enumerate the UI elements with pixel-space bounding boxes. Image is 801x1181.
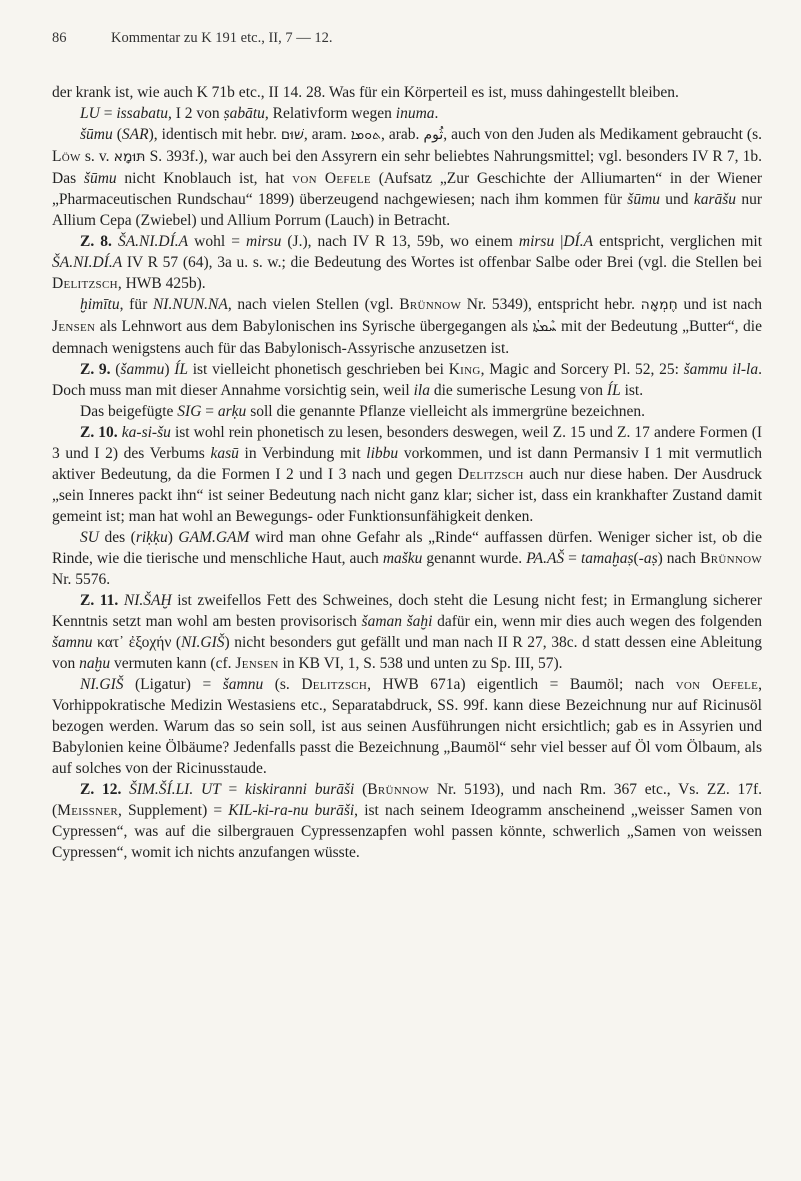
running-header [52, 30, 761, 50]
paragraph-p4: Z. 8. ŠA.NI.DÍ.A wohl = mirsu (J.), nach IV R 13, 59b, wo einem mirsu |DÍ.A entspricht, verglichen mit ŠA.NI.DÍ.A IV R 57 (64), 3a u. s. w.; die Bedeutung des Wortes ist offenbar Salbe oder Brei (vgl. die Stellen bei Delitzsch, HWB 425b). [52, 233, 763, 292]
paragraph-p6: Z. 9. (šammu) ÍL ist vielleicht phonetisch geschrieben bei King, Magic and Sorcery Pl. 52, 25: šammu il-la. Doch muss man mit dieser Annahme vorsichtig sein, weil ila die sumerische Lesung von ÍL ist. [52, 361, 762, 399]
paragraph-p10: Z. 11. NI.ŠAḪ ist zweifellos Fett des Schweines, doch steht die Lesung nicht fest; in Ermanglung sicherer Kenntnis setzt man wohl am besten provisorisch šaman šaḫi dafür ein, wenn mir dies auch wegen des folgenden šamnu κατ᾽ ἐξοχήν (NI.GIŠ) nicht besonders gut gefällt und man nach II R 27, 38c. d statt dessen eine Ableitung von naḫu vermuten kann (cf. Jensen in KB VI, 1, S. 538 und unten zu Sp. III, 57). [52, 592, 763, 672]
paragraph-p8: Z. 10. ka-si-šu ist wohl rein phonetisch zu lesen, besonders deswegen, weil Z. 15 und Z. 17 andere Formen (I 3 und I 2) des Verbums kasū in Verbindung mit libbu vorkommen, und ist dann Permansiv I 1 mit vermutlich aktiver Bedeutung, da die Formen I 2 und I 3 nach und gegen Delitzsch auch nur diese haben. Der Ausdruck „sein Inneres packt ihn“ ist seiner Bedeutung nach nicht ganz klar; sicher ist, dass ein krankhafter Zustand damit gemeint ist; man hat wohl an Bewegungs- oder Funktionsunfähigkeit denken. [52, 424, 763, 525]
paragraph-p11: NI.GIŠ (Ligatur) = šamnu (s. Delitzsch, HWB 671a) eigentlich = Baumöl; nach von Oefele, Vorhippokratische Medizin Westasiens etc., Separatabdruck, SS. 99f. kann diese Bezeichnung nur auf Ricinusöl bezogen werden. Warum das so sein soll, ist aus seinen Ausführungen nicht ersichtlich; gab es in Assyrien und Babylonien keine Ölbäume? Jedenfalls passt die Bezeichnung „Baumöl“ sehr viel besser auf Öl vom Ölbaum, als auf solches von der Ricinusstaude. [52, 676, 763, 777]
paragraph-p5: ḫimītu, für NI.NUN.NA, nach vielen Stellen (vgl. Brünnow Nr. 5349), entspricht hebr. חֶמְאָה und ist nach Jensen als Lehnwort aus dem Babylonischen ins Syrische übergegangen als ܚܶܡܬܳܐ mit der Bedeutung „Butter“, die demnach wenigstens auch für das Babylonisch-Assyrische anzusetzen ist. [52, 296, 762, 357]
running-title: Kommentar zu K 191 etc., II, 7 — 12. [111, 30, 333, 46]
page-number: 86 [52, 30, 67, 46]
commentary-body [52, 82, 762, 863]
paragraph-p9: SU des (riḳḳu) GAM.GAM wird man ohne Gefahr als „Rinde“ auffassen dürfen. Weniger sicher ist, ob die Rinde, wie die tierische und menschliche Haut, auch mašku genannt wurde. PA.AŠ = tamaḫaṣ(-aṣ) nach Brünnow Nr. 5576. [52, 529, 763, 588]
paragraph-p1: der krank ist, wie auch K 71b etc., II 14. 28. Was für ein Körperteil es ist, muss dahingestellt bleiben. [52, 84, 679, 101]
paragraph-p2: LU = issabatu, I 2 von ṣabātu, Relativform wegen inuma. [80, 105, 439, 122]
paragraph-p3: šūmu (SAR), identisch mit hebr. שׁוּם, aram. ܬܘܡܐ, arab. ثُوم, auch von den Juden als Medikament gebraucht (s. Löw s. v. תּוּמָא S. 393f.), war auch bei den Assyrern ein sehr beliebtes Nahrungsmittel; vgl. besonders IV R 7, 1b. Das šūmu nicht Knoblauch ist, hat von Oefele (Aufsatz „Zur Geschichte der Alliumarten“ in der Wiener „Pharmaceutischen Rundschau“ 1899) überzeugend nachgewiesen; nach ihm kommen für šūmu und karāšu nur Allium Cepa (Zwiebel) und Allium Porrum (Lauch) in Betracht. [52, 126, 763, 229]
paragraph-p12: Z. 12. ŠIM.ŠÍ.LI. UT = kiskiranni burāši (Brünnow Nr. 5193), und nach Rm. 367 etc., Vs. ZZ. 17f. (Meissner, Supplement) = KIL-ki-ra-nu burāši, ist nach seinem Ideogramm anscheinend „weisser Samen von Cypressen“, was auf die silbergrauen Cypressenzapfen wohl passen könnte, schwerlich „Samen von weissen Cypressen“, womit ich nichts anzufangen wüsste. [52, 781, 762, 861]
paragraph-p7: Das beigefügte SIG = arḳu soll die genannte Pflanze vielleicht als immergrüne bezeichnen. [80, 403, 646, 420]
